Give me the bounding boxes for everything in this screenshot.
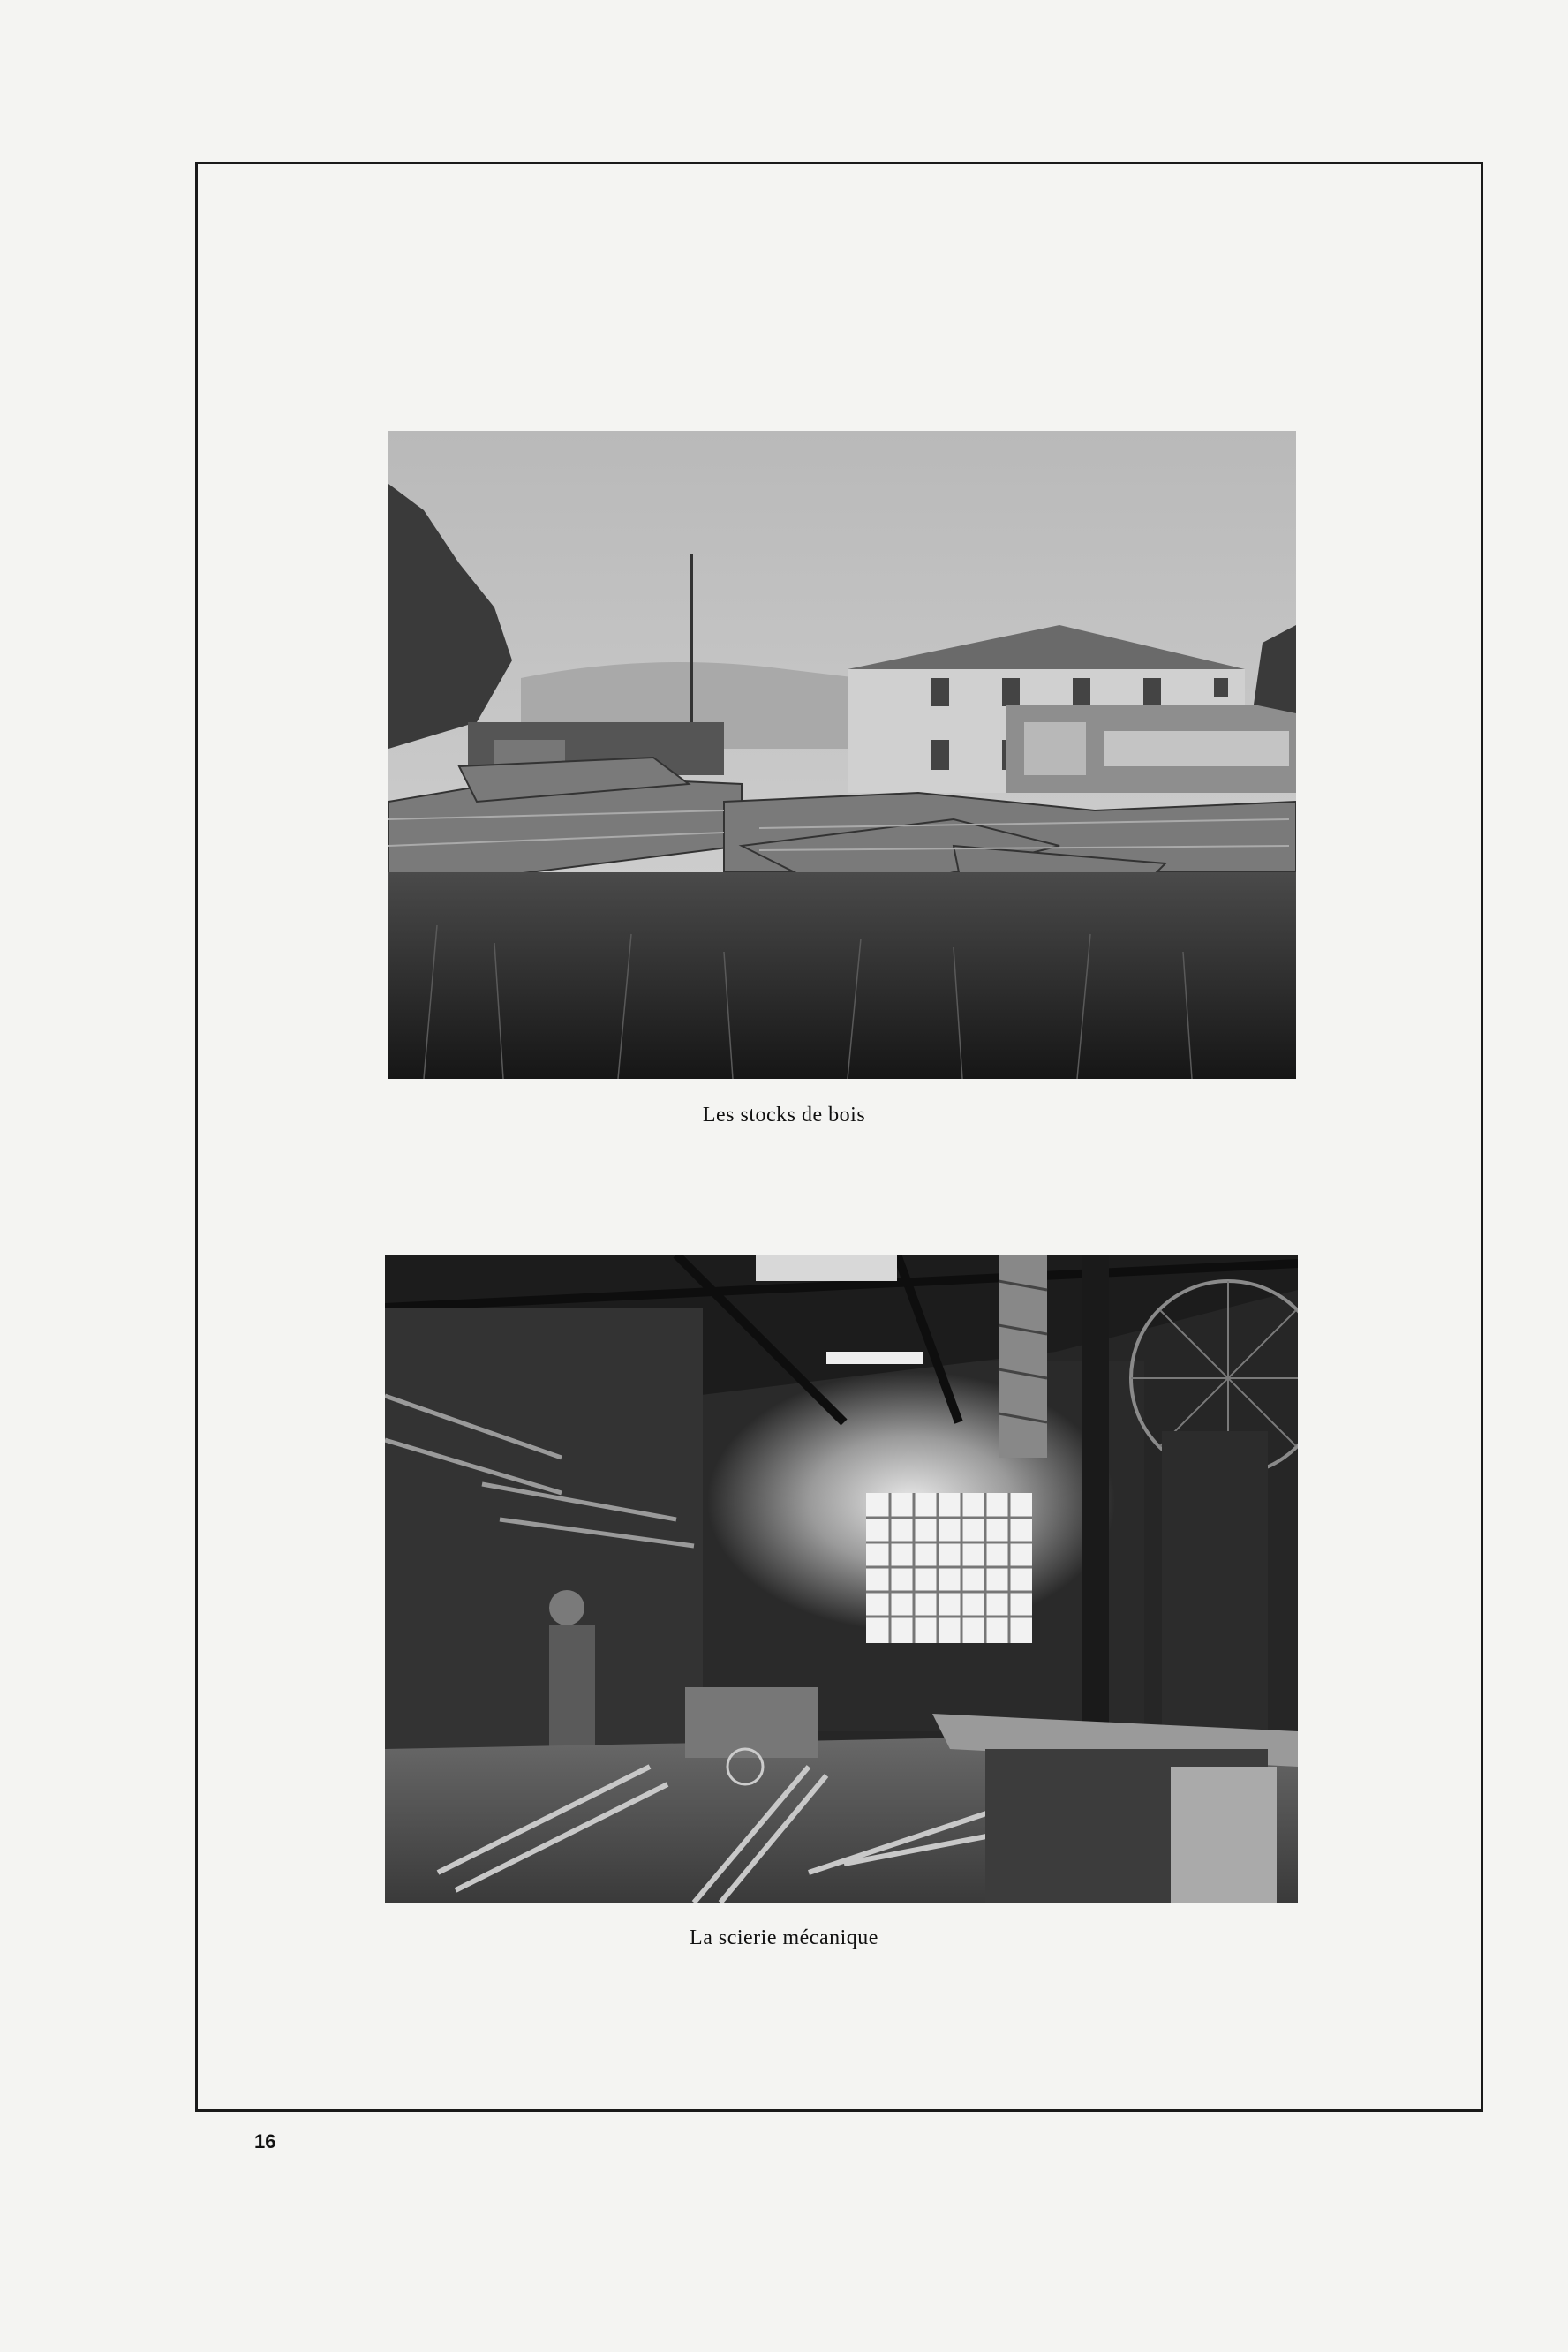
- caption-sawmill: La scierie mécanique: [690, 1926, 878, 1949]
- page-number: 16: [254, 2130, 276, 2152]
- caption-timber-stocks: Les stocks de bois: [702, 1104, 866, 1127]
- photo-timber-stocks-image: [388, 431, 1296, 1079]
- photo-sawmill: [385, 1255, 1298, 1903]
- photo-timber-stocks: [388, 431, 1296, 1079]
- photo-sawmill-image: [385, 1255, 1298, 1903]
